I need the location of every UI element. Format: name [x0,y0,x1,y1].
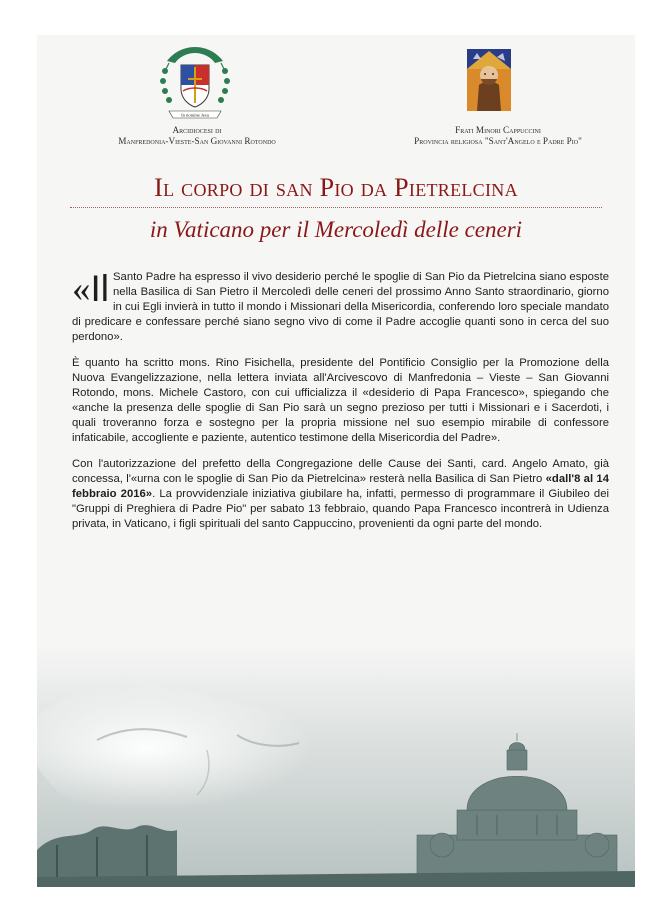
title-divider [70,207,602,208]
right-org-line2: Provincia religiosa "Sant'Angelo e Padre Pio" [414,136,582,146]
dropcap-letters: Il [90,268,109,309]
article-paragraph-1 [72,270,609,345]
poster-sheet [37,35,635,887]
exposition-dates: «dall'8 al 14 febbraio 2016» [72,473,609,500]
crest-motto: In nomine Jesu [181,112,209,118]
page-subtitle: in Vaticano per il Mercoledì delle ceneri [149,217,523,242]
left-org-line1: Arcidiocesi di [172,125,222,135]
left-organization-caption [57,125,337,147]
padre-pio-face-and-st-peters-basilica-icon [37,645,635,887]
right-organization-caption [367,125,629,147]
opening-guillemet: « [72,269,91,310]
archdiocese-coat-of-arms-icon [155,43,235,123]
right-org-line1: Frati Minori Cappuccini [455,125,541,135]
opening-quote-dropcap [72,268,109,310]
paragraph-3-lead: Con l'autorizzazione del prefetto della Congregazione delle Cause dei Santi, card. Angelo Amato, già concessa, l'«urna con le spoglie di San Pio da Pietrelcina» resterà nella Basilica di San Pietro [72,458,609,485]
paragraph-1-text: Santo Padre ha espresso il vivo desiderio perché le spoglie di San Pio da Pietrelcina siano esposte nella Basilica di San Pietro il Mercoledì delle ceneri del prossimo Anno Santo straordinario, giorno in cui Egli invierà in tutto il mondo i Missionari della Misericordia, conferendo loro speciale mandato di predicare e confessare perché siano segno vivo di come il Padre accoglie quanti sono in cerca del suo perdono». [72,271,609,343]
paragraph-3-rest: . La provvidenziale iniziativa giubilare ha, infatti, permesso di programmare il Giubileo dei "Gruppi di Preghiera di Padre Pio" per sabato 13 febbraio, quando Papa Francesco incontrerà in Udienza privata, in Vaticano, i figli spirituali del santo Cappuccino, provenienti da ogni parte del mondo. [72,488,609,530]
article-body [72,270,609,543]
article-paragraph-3 [72,457,609,532]
page-title: Il corpo di san Pio da Pietrelcina [154,173,518,202]
left-org-line2: Manfredonia-Vieste-San Giovanni Rotondo [118,136,276,146]
article-paragraph-2: È quanto ha scritto mons. Rino Fisichella, presidente del Pontificio Consiglio per la Promozione della Nuova Evangelizzazione, nella lettera inviata all'Arcivescovo di Manfredonia – Vieste – San Giovanni Rotondo, mons. Michele Castoro, con cui ufficializza il «desiderio di Papa Francesco», spiegando che «anche la presenza delle spoglie di San Pio sarà un segno prezioso per tutti i Missionari e i Sacerdoti, i quali troveranno forza e sostegno per la propria missione nel suo esempio mirabile di confessore infaticabile, accogliente e paziente, autentico testimone della Misericordia del Padre». [72,357,609,444]
capuchin-province-emblem-icon [467,49,511,111]
